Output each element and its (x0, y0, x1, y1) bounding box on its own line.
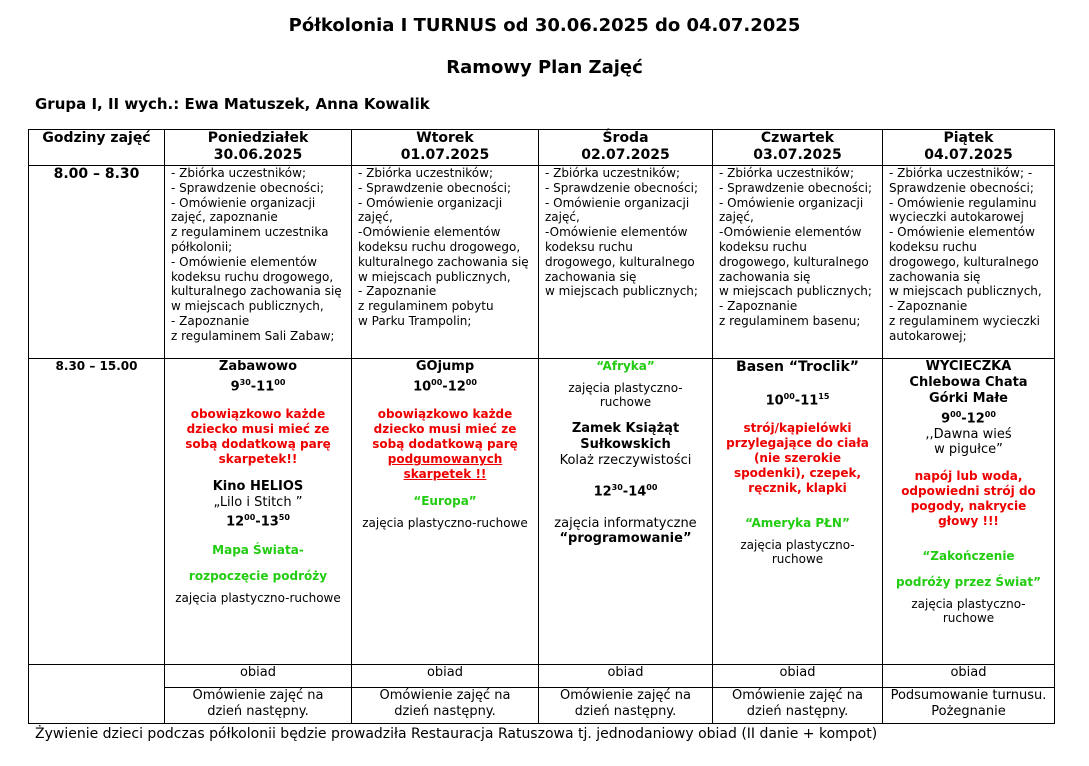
header-friday: Piątek 04.07.2025 (883, 130, 1055, 166)
schedule-line: z regulaminem basenu; (719, 313, 861, 328)
schedule-line: drogowego, kulturalnego (545, 254, 695, 269)
time-slot-activities: 8.30 – 15.00 (29, 359, 165, 665)
lunch-friday: obiad (883, 665, 1055, 688)
schedule-line: - Sprawdzenie obecności; (358, 180, 512, 195)
header-wednesday: Środa 02.07.2025 (539, 130, 713, 166)
schedule-line: zajęć, (719, 210, 754, 225)
schedule-line: - Zapoznanie (719, 299, 798, 314)
lunch-tuesday: obiad (352, 665, 539, 688)
schedule-line: zajęć, (545, 210, 580, 225)
activities-cell-wednesday: “Afryka” zajęcia plastyczno-ruchowe Zamek Książąt Sułkowskich Kolaż rzeczywistości $12^{30}-14^{00}$ zajęcia informatyczne “programowanie” (539, 359, 713, 665)
schedule-line: - Omówienie organizacji (358, 195, 503, 210)
closing-tuesday: Omówienie zajęć na dzień następny. (352, 688, 539, 724)
group-caretakers: Grupa I, II wych.: Ewa Matuszek, Anna Kowalik (35, 95, 430, 113)
activities-cell-friday: WYCIECZKA Chlebowa Chata Górki Małe $9^{00}-12^{00}$ ,,Dawna wieś w pigułce” napój lub woda, odpowiedni strój do pogody, nakrycie głowy !!! “Zakończenie podróży przez Świat” zajęcia plastyczno-ruchowe (883, 359, 1055, 665)
schedule-line: kodeksu ruchu drogowego, (358, 239, 521, 254)
schedule-line: -Omówienie elementów (358, 225, 501, 240)
schedule-line: zachowania się (889, 269, 981, 284)
schedule-line: kulturalnego zachowania się (358, 254, 529, 269)
schedule-line: - Sprawdzenie obecności; (545, 180, 699, 195)
schedule-line: kodeksu ruchu drogowego, (171, 269, 334, 284)
closing-thursday: Omówienie zajęć na dzień następny. (713, 688, 883, 724)
schedule-line: zachowania się (545, 269, 637, 284)
closing-monday: Omówienie zajęć na dzień następny. (165, 688, 352, 724)
activities-cell-monday: Zabawowo $9^{30}-11^{00}$ obowiązkowo każde dziecko musi mieć ze sobą dodatkową parę skarpetek!! Kino HELIOS „Lilo i Stitch ” $12^{00}-13^{50}$ Mapa Świata- rozpoczęcie podróży zajęcia plastyczno-ruchowe (165, 359, 352, 665)
activities-cell-tuesday: GOjump $10^{00}-12^{00}$ obowiązkowo każde dziecko musi mieć ze sobą dodatkową parę podgumowanych skarpetek !! “Europa” zajęcia plastyczno-ruchowe (352, 359, 539, 665)
schedule-line: - Omówienie elementów (171, 254, 317, 269)
schedule-line: w miejscach publicznych, (358, 269, 511, 284)
schedule-line: kodeksu ruchu (719, 239, 807, 254)
schedule-line: z regulaminem pobytu (358, 299, 494, 314)
schedule-line: kulturalnego zachowania się (171, 284, 342, 299)
document-subtitle: Ramowy Plan Zajęć (446, 57, 643, 78)
schedule-line: zajęć, zapoznanie (171, 210, 278, 225)
morning-cell-friday (883, 166, 1055, 359)
schedule-line: w miejscach publicznych; (719, 284, 872, 299)
schedule-line: wycieczki autokarowej (889, 210, 1024, 225)
lunch-thursday: obiad (713, 665, 883, 688)
schedule-line: z regulaminem uczestnika (171, 225, 329, 240)
schedule-line: - Omówienie organizacji (719, 195, 864, 210)
warning-text: obowiązkowo każde dziecko musi mieć ze sobą dodatkową parę skarpetek!! (185, 407, 331, 467)
activities-row (29, 359, 1055, 665)
schedule-line: - Sprawdzenie obecności; (171, 180, 325, 195)
lunch-row (29, 665, 1055, 688)
schedule-line: Sprawdzenie obecności; (889, 180, 1034, 195)
morning-cell-thursday (713, 166, 883, 359)
schedule-line: - Zapoznanie (171, 313, 250, 328)
closing-time-empty (29, 688, 165, 724)
schedule-line: zachowania się (719, 269, 811, 284)
time-slot-morning: 8.00 – 8.30 (29, 166, 165, 359)
schedule-line: - Sprawdzenie obecności; (719, 180, 873, 195)
schedule-line: - Zbiórka uczestników; (545, 166, 680, 180)
catering-note: Żywienie dzieci podczas półkolonii będzie prowadziła Restauracja Ratuszowa tj. jednodaniowy obiad (II danie + kompot) (35, 726, 878, 742)
closing-wednesday: Omówienie zajęć na dzień następny. (539, 688, 713, 724)
header-monday: Poniedziałek 30.06.2025 (165, 130, 352, 166)
schedule-line: - Omówienie organizacji (545, 195, 690, 210)
morning-cell-monday (165, 166, 352, 359)
schedule-line: - Zbiórka uczestników; - (889, 166, 1033, 180)
warning-text: obowiązkowo każde dziecko musi mieć ze sobą dodatkową parę podgumowanych skarpetek !! (372, 407, 518, 482)
schedule-line: z regulaminem wycieczki (889, 313, 1041, 328)
schedule-line: - Zapoznanie (889, 299, 968, 314)
schedule-line: -Omówienie elementów (545, 225, 688, 240)
morning-row (29, 166, 1055, 359)
schedule-line: - Zbiórka uczestników; (358, 166, 493, 180)
document-title: Półkolonia I TURNUS od 30.06.2025 do 04.07.2025 (288, 15, 801, 36)
schedule-line: drogowego, kulturalnego (889, 254, 1039, 269)
schedule-line: zajęć, (358, 210, 393, 225)
lunch-monday: obiad (165, 665, 352, 688)
header-tuesday: Wtorek 01.07.2025 (352, 130, 539, 166)
schedule-line: drogowego, kulturalnego (719, 254, 869, 269)
lunch-time-empty (29, 665, 165, 688)
schedule-line: - Zbiórka uczestników; (171, 166, 306, 180)
schedule-line: autokarowej; (889, 328, 967, 343)
lunch-wednesday: obiad (539, 665, 713, 688)
schedule-line: -Omówienie elementów (719, 225, 862, 240)
schedule-line: - Omówienie organizacji (171, 195, 316, 210)
schedule-line: kodeksu ruchu (889, 239, 977, 254)
morning-cell-wednesday (539, 166, 713, 359)
header-row (29, 130, 1055, 166)
closing-friday: Podsumowanie turnusu. Pożegnanie (883, 688, 1055, 724)
schedule-line: w miejscach publicznych, (889, 284, 1042, 299)
warning-text: napój lub woda, odpowiedni strój do pogody, nakrycie głowy !!! (901, 469, 1036, 529)
activities-cell-thursday: Basen “Troclik” $10^{00}-11^{15}$ strój/kąpielówki przylegające do ciała (nie szerokie spodenki), czepek, ręcznik, klapki “Ameryka PŁN” zajęcia plastyczno-ruchowe (713, 359, 883, 665)
morning-cell-tuesday (352, 166, 539, 359)
schedule-line: - Zapoznanie (358, 284, 437, 299)
schedule-line: - Omówienie regulaminu (889, 195, 1037, 210)
schedule-line: w miejscach publicznych; (545, 284, 698, 299)
warning-text: strój/kąpielówki przylegające do ciała (nie szerokie spodenki), czepek, ręcznik, klapki (726, 421, 869, 496)
schedule-line: półkolonii; (171, 239, 233, 254)
schedule-line: - Zbiórka uczestników; (719, 166, 854, 180)
schedule-line: w miejscach publicznych, (171, 299, 324, 314)
schedule-line: z regulaminem Sali Zabaw; (171, 328, 335, 343)
header-hours: Godziny zajęć (29, 130, 165, 166)
schedule-line: kodeksu ruchu (545, 239, 633, 254)
schedule-table (28, 129, 1055, 724)
closing-row (29, 688, 1055, 724)
schedule-line: w Parku Trampolin; (358, 313, 472, 328)
header-thursday: Czwartek 03.07.2025 (713, 130, 883, 166)
schedule-line: - Omówienie elementów (889, 225, 1035, 240)
